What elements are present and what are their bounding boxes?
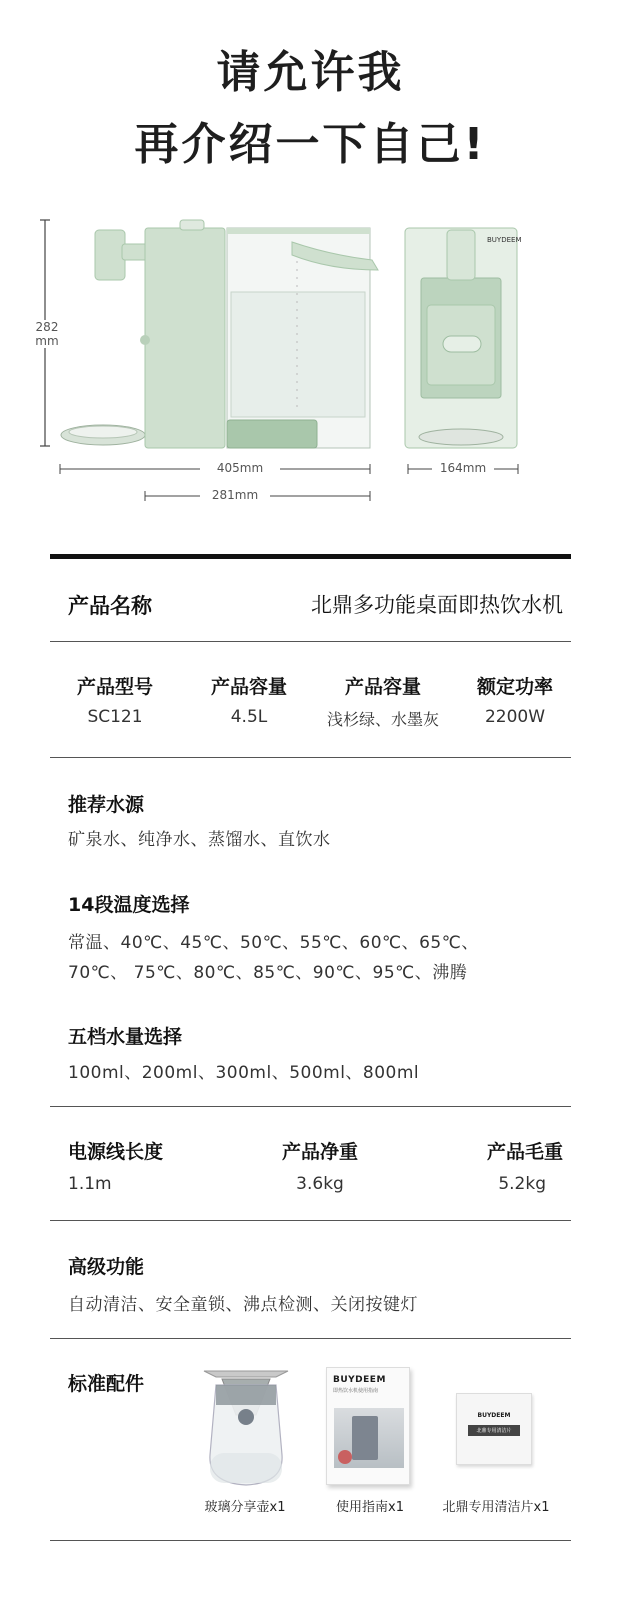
water-source-label: 推荐水源 — [68, 794, 145, 816]
divider — [50, 1338, 571, 1339]
product-dimension-illustration — [0, 200, 621, 520]
cleaning-packet-image — [456, 1393, 532, 1465]
bottom-divider — [50, 1540, 571, 1541]
width-total-label: 405mm — [216, 461, 264, 475]
spec-label-color: 产品容量 — [344, 676, 421, 698]
accessory-caption-pitcher: 玻璃分享壶x1 — [204, 1500, 286, 1515]
user-manual-image — [326, 1367, 410, 1485]
temperature-line1: 常温、40℃、45℃、50℃、55℃、60℃、65℃、 — [68, 933, 479, 953]
cord-length-label: 电源线长度 — [68, 1141, 164, 1163]
water-source-value: 矿泉水、纯净水、蒸馏水、直饮水 — [68, 830, 331, 850]
temperature-label: 14段温度选择 — [68, 894, 190, 916]
height-dimension-label: 282 mm — [30, 320, 64, 348]
product-name-value: 北鼎多功能桌面即热饮水机 — [311, 593, 563, 617]
divider — [50, 1220, 571, 1221]
headline-line1: 请允许我 — [216, 47, 405, 98]
manual-brand: BUYDEEM — [333, 1375, 386, 1385]
accessories-label: 标准配件 — [68, 1373, 145, 1395]
manual-photo — [334, 1408, 404, 1468]
dispenser-side-view — [61, 220, 378, 448]
accessory-caption-manual: 使用指南x1 — [336, 1500, 404, 1515]
spec-label-power: 额定功率 — [476, 676, 553, 698]
spec-label-model: 产品型号 — [76, 676, 153, 698]
divider — [50, 641, 571, 642]
packet-label: 北鼎专用清洁片 — [468, 1425, 520, 1436]
packet-brand: BUYDEEM — [477, 1412, 511, 1419]
headline-line2: 再介绍一下自己! — [134, 119, 487, 170]
advanced-features-label: 高级功能 — [68, 1256, 145, 1278]
divider — [50, 757, 571, 758]
gross-weight-label: 产品毛重 — [486, 1141, 563, 1163]
dispenser-front-view — [405, 228, 521, 448]
spec-value-power: 2200W — [484, 707, 546, 727]
divider — [50, 1106, 571, 1107]
top-divider — [50, 554, 571, 559]
accessory-caption-cleaning: 北鼎专用清洁片x1 — [442, 1500, 550, 1515]
product-name-label: 产品名称 — [68, 594, 152, 618]
manual-subtitle: 即热饮水机使用指南 — [333, 1388, 379, 1394]
advanced-features-value: 自动清洁、安全童锁、沸点检测、关闭按键灯 — [68, 1295, 418, 1315]
spec-value-model: SC121 — [87, 707, 143, 727]
glass-pitcher-image — [196, 1365, 296, 1490]
width-body-label: 281mm — [211, 488, 259, 502]
cord-length-value: 1.1m — [68, 1174, 112, 1194]
depth-label: 164mm — [439, 461, 487, 475]
temperature-line2: 70℃、 75℃、80℃、85℃、90℃、95℃、沸腾 — [68, 963, 468, 983]
spec-label-capacity: 产品容量 — [210, 676, 287, 698]
spec-value-capacity: 4.5L — [230, 707, 268, 727]
spec-value-color: 浅杉绿、水墨灰 — [326, 710, 439, 729]
net-weight-value: 3.6kg — [296, 1174, 344, 1194]
net-weight-label: 产品净重 — [281, 1141, 358, 1163]
device-brand-text: BUYDEEM — [487, 236, 522, 244]
volume-label: 五档水量选择 — [68, 1026, 183, 1048]
gross-weight-value: 5.2kg — [498, 1174, 546, 1194]
volume-value: 100ml、200ml、300ml、500ml、800ml — [68, 1063, 420, 1083]
